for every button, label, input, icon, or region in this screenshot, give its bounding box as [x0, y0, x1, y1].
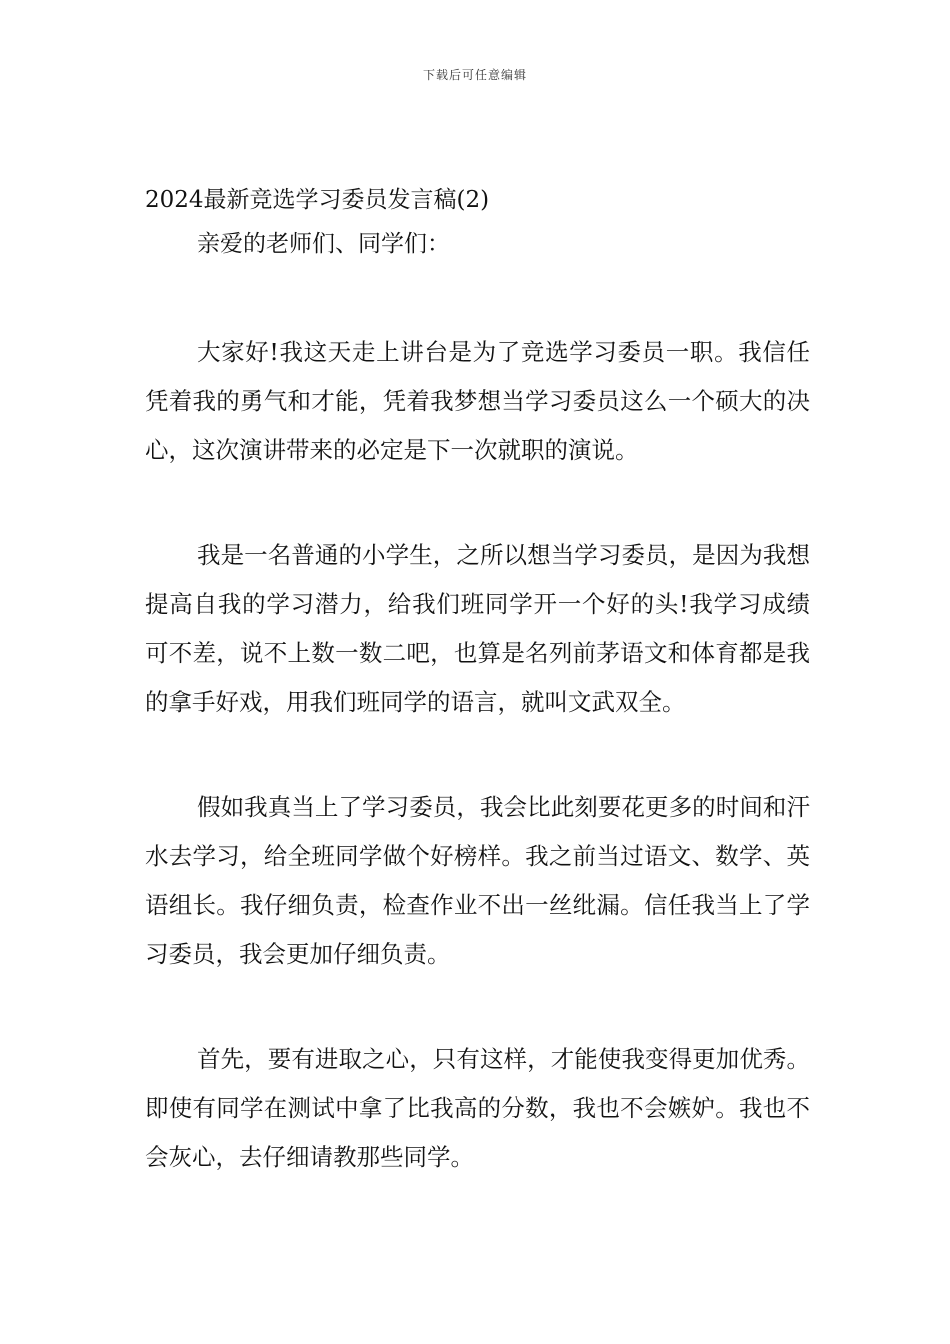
- paragraph: 假如我真当上了学习委员，我会比此刻要花更多的时间和汗水去学习，给全班同学做个好榜样。我之前当过语文、数学、英语组长。我仔细负责，检查作业不出一丝纰漏。信任我当上了学习委员，我会更加仔细负责。: [145, 793, 810, 968]
- document-body: [145, 178, 810, 1182]
- paragraph: 我是一名普通的小学生，之所以想当学习委员，是因为我想提高自我的学习潜力，给我们班同学开一个好的头!我学习成绩可不差，说不上数一数二吧，也算是名列前茅语文和体育都是我的拿手好戏，用我们班同学的语言，就叫文武双全。: [145, 541, 810, 716]
- header-note: 下载后可任意编辑: [422, 68, 527, 82]
- salutation: 亲爱的老师们、同学们：: [197, 231, 450, 257]
- document-title: 2024最新竞选学习委员发言稿(2): [145, 187, 490, 213]
- paragraph: 首先，要有进取之心，只有这样，才能使我变得更加优秀。即使有同学在测试中拿了比我高的分数，我也不会嫉妒。我也不会灰心，去仔细请教那些同学。: [145, 1045, 810, 1171]
- paragraph: 大家好!我这天走上讲台是为了竞选学习委员一职。我信任凭着我的勇气和才能，凭着我梦想当学习委员这么一个硕大的决心，这次演讲带来的必定是下一次就职的演说。: [145, 338, 810, 464]
